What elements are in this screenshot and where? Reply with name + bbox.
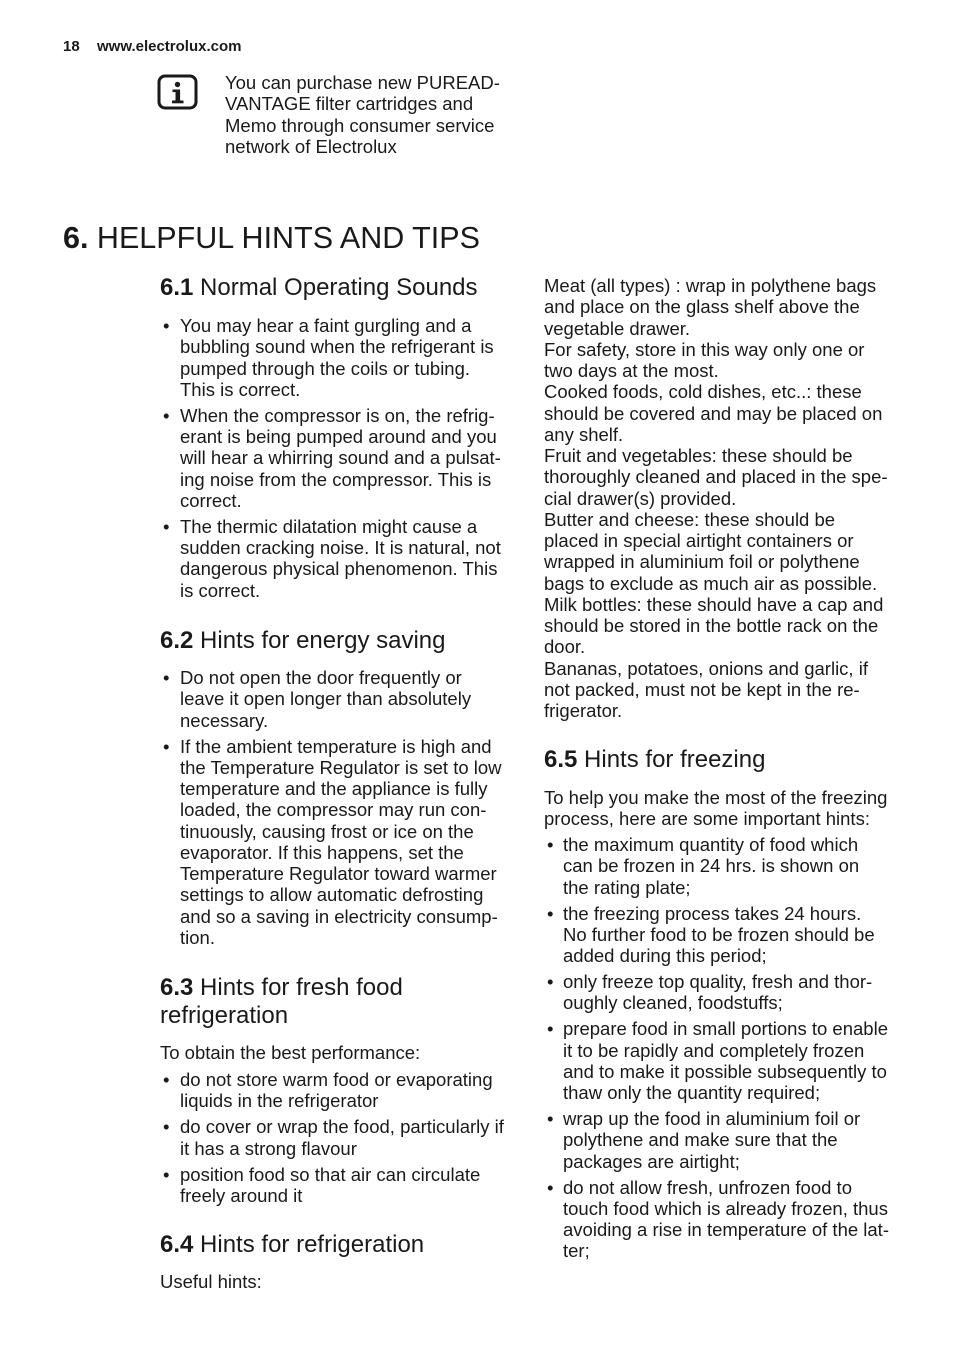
website-url: www.electrolux.com bbox=[97, 38, 242, 55]
section-title: Hints for refrigeration bbox=[200, 1231, 425, 1258]
section-title: Normal Operating Sounds bbox=[200, 274, 478, 301]
section-6-2-list bbox=[160, 667, 502, 953]
section-6-4-heading bbox=[160, 1231, 424, 1259]
section-6-3-heading bbox=[160, 974, 403, 1030]
hint-paragraph: Bananas, potatoes, onions and garlic, if not packed, must not be kept in the re- frigerator. bbox=[544, 657, 868, 721]
hint-paragraph: For safety, store in this way only one or two days at the most. bbox=[544, 338, 865, 381]
bullet-item: • do not store warm food or evaporating liquids in the refrigerator bbox=[160, 1069, 504, 1112]
bullet-item: • the maximum quantity of food which can be frozen in 24 hrs. is shown on the rating plate; bbox=[544, 834, 889, 898]
section-number: 6.3 bbox=[160, 974, 194, 1001]
section-6-4-intro: Useful hints: bbox=[160, 1271, 262, 1292]
bullet-item: • You may hear a faint gurgling and a bubbling sound when the refrigerant is pumped through the coils or tubing. This is correct. bbox=[160, 315, 501, 400]
chapter-number: 6. bbox=[63, 221, 89, 255]
bullet-item: • wrap up the food in aluminium foil or polythene and make sure that the packages are airtight; bbox=[544, 1108, 889, 1172]
section-6-1-heading bbox=[160, 274, 478, 302]
section-title: Hints for freezing bbox=[584, 746, 766, 773]
bullet-item: • only freeze top quality, fresh and thor- oughly cleaned, foodstuffs; bbox=[544, 971, 889, 1014]
hint-paragraph: Cooked foods, cold dishes, etc..: these should be covered and may be placed on any shelf. bbox=[544, 381, 883, 445]
bullet-item: • the freezing process takes 24 hours. No further food to be frozen should be added during this period; bbox=[544, 903, 889, 967]
hint-paragraph: Fruit and vegetables: these should be thoroughly cleaned and placed in the spe- cial drawer(s) provided. bbox=[544, 445, 888, 509]
section-title: Hints for fresh food refrigeration bbox=[160, 974, 403, 1029]
bullet-item: • The thermic dilatation might cause a sudden cracking noise. It is natural, not dangerous physical phenomenon. This is correct. bbox=[160, 516, 501, 601]
hint-paragraph: Milk bottles: these should have a cap and should be stored in the bottle rack on the door. bbox=[544, 593, 884, 658]
section-6-1-list bbox=[160, 315, 501, 606]
bullet-item: • Do not open the door frequently or leave it open longer than absolutely necessary. bbox=[160, 667, 502, 731]
section-6-3-list bbox=[160, 1069, 504, 1211]
section-number: 6.5 bbox=[544, 746, 578, 773]
section-number: 6.2 bbox=[160, 627, 194, 654]
chapter-title: HELPFUL HINTS AND TIPS bbox=[96, 221, 480, 255]
section-6-2-heading bbox=[160, 627, 446, 655]
bullet-item: • do not allow fresh, unfrozen food to touch food which is already frozen, thus avoiding a rise in temperature of the lat- ter; bbox=[544, 1177, 889, 1262]
hint-paragraph: Butter and cheese: these should be placed in special airtight containers or wrapped in aluminium foil or polythene bags to exclude as much air as possible. bbox=[544, 508, 878, 594]
info-icon bbox=[157, 74, 199, 112]
section-number: 6.4 bbox=[160, 1231, 194, 1258]
section-6-4-hints bbox=[544, 275, 888, 721]
section-6-5-intro: To help you make the most of the freezing process, here are some important hints: bbox=[544, 787, 888, 830]
bullet-item: • When the compressor is on, the refrig- erant is being pumped around and you will hear a whirring sound and a pulsat- ing noise from the compressor. This is correct. bbox=[160, 405, 501, 511]
bullet-item: • prepare food in small portions to enable it to be rapidly and completely frozen and to make it possible subsequently to thaw only the quantity required; bbox=[544, 1018, 889, 1103]
section-number: 6.1 bbox=[160, 274, 194, 301]
page-number: 18 bbox=[63, 38, 80, 55]
bullet-item: • If the ambient temperature is high and the Temperature Regulator is set to low temperature and the appliance is fully loaded, the compressor may run con- tinuously, causing frost or ice on the evaporator. If this happens, set the Temperature Regulator toward warmer settings to allow automatic defrosting and so a saving in electricity consump- tion. bbox=[160, 736, 502, 949]
info-note-text: You can purchase new PUREAD- VANTAGE filter cartridges and Memo through consumer service network of Electrolux bbox=[225, 72, 500, 157]
section-6-5-heading bbox=[544, 746, 765, 774]
section-6-5-list bbox=[544, 834, 889, 1266]
chapter-heading bbox=[63, 220, 480, 256]
bullet-item: • do cover or wrap the food, particularly if it has a strong flavour bbox=[160, 1116, 504, 1159]
bullet-item: • position food so that air can circulate freely around it bbox=[160, 1164, 504, 1207]
section-title: Hints for energy saving bbox=[200, 627, 446, 654]
section-6-3-intro: To obtain the best performance: bbox=[160, 1042, 421, 1063]
hint-paragraph: Meat (all types) : wrap in polythene bags and place on the glass shelf above the vegetable drawer. bbox=[544, 275, 877, 339]
